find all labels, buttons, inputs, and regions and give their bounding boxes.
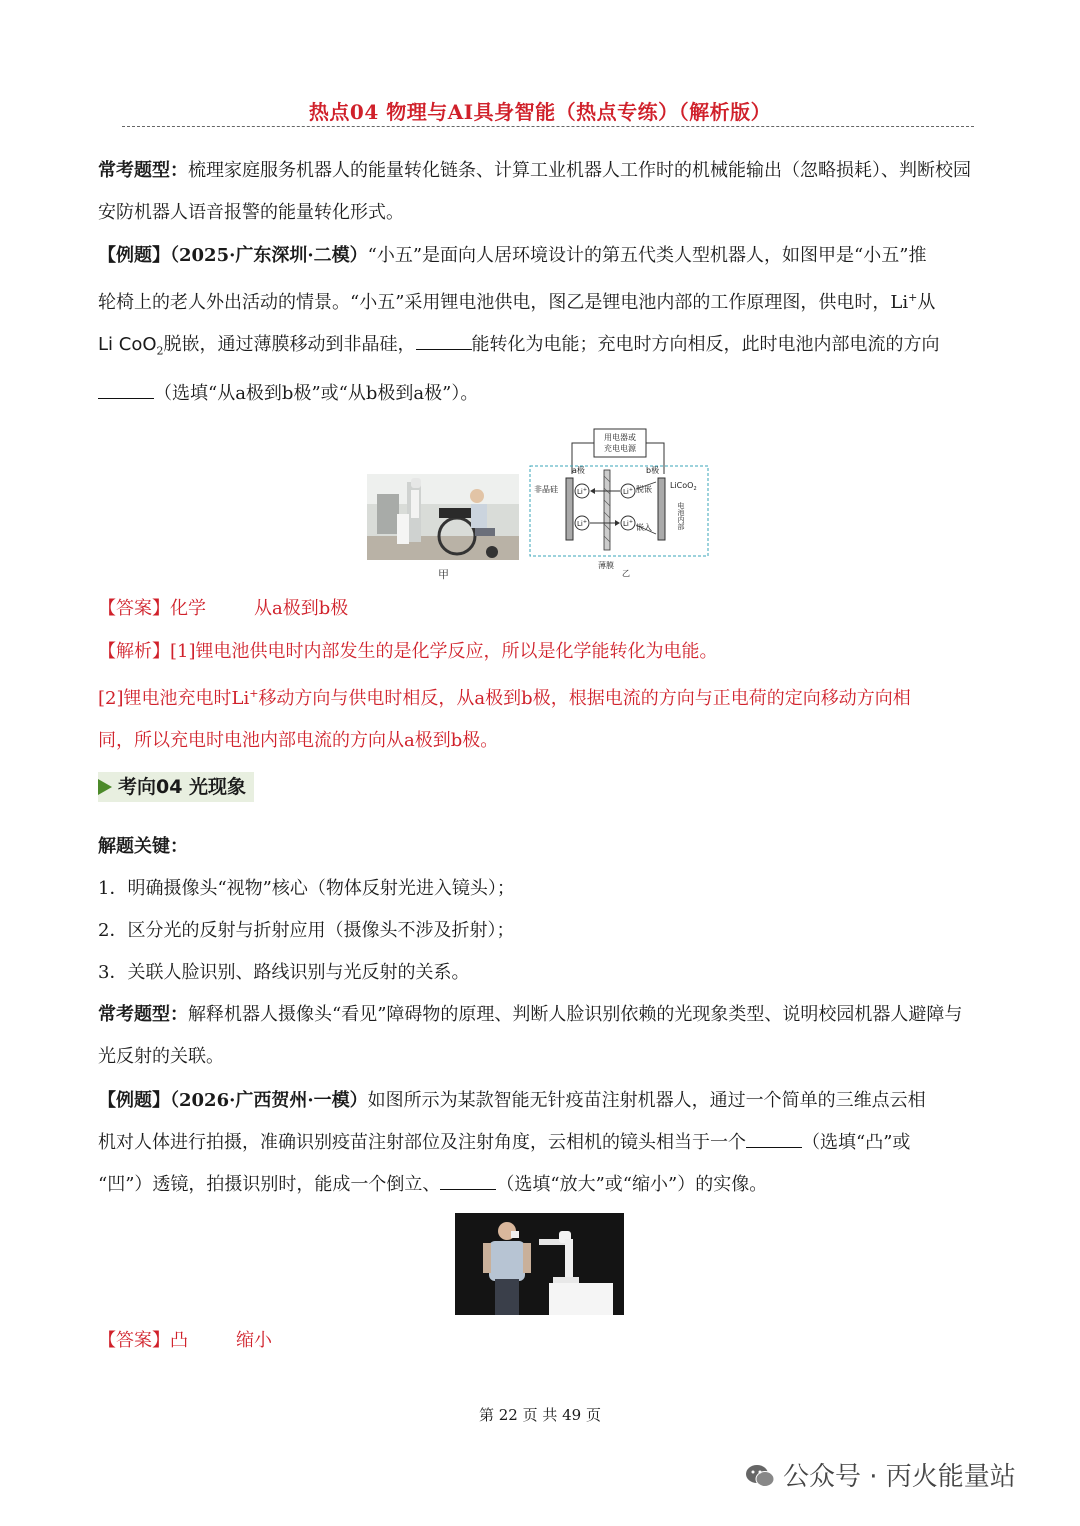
intro2-label: 常考题型：: [98, 1004, 188, 1025]
q2-line2a: 机对人体进行拍摄，准确识别疫苗注射部位及注射角度，云相机的镜头相当于一个: [98, 1132, 746, 1153]
diagram-b-pole: b极: [646, 466, 660, 475]
q1-analysis: [98, 631, 978, 762]
q1-analysis-label: 【解析】: [98, 641, 170, 662]
section-arrow-icon: [98, 779, 112, 795]
q1-analysis-2: [2]锂电池充电时Li: [98, 688, 250, 709]
q2-label: 【例题】（2026·广西贺州·一模）: [98, 1090, 368, 1111]
intro-text: 梳理家庭服务机器人的能量转化链条、计算工业机器人工作时的机械能输出（忽略损耗）、判断校园安防机器人语音报警的能量转化形式。: [98, 160, 971, 223]
section-header: [98, 772, 254, 802]
q1-li-sup: +: [908, 291, 918, 304]
figure-robot-wheelchair-photo: [367, 474, 519, 560]
figure-jia-caption: 甲: [438, 568, 449, 581]
diagram-side-text: 电池内部: [677, 502, 685, 530]
q1-analysis-3: 同，所以充电时电池内部电流的方向从a极到b极。: [98, 730, 499, 751]
q2-paragraph: [98, 1080, 978, 1206]
q2-answer-2: 缩小: [236, 1330, 272, 1351]
q2-line3b: （选填“放大”或“缩小”）的实像。: [496, 1174, 768, 1195]
q1-analysis-sup: +: [249, 687, 259, 700]
q1-blank-2[interactable]: [98, 384, 154, 399]
diagram-ion-4-sup: +: [628, 519, 634, 525]
diagram-ion-1: Li: [576, 488, 583, 496]
q2-answer-1: 凸: [170, 1330, 188, 1351]
figure-battery-diagram: [528, 426, 712, 578]
intro2-paragraph: [98, 994, 978, 1078]
q1-line3a: 脱嵌，通过薄膜移动到非晶硅，: [163, 334, 416, 355]
q1-line2-end: 从: [917, 292, 936, 313]
intro-paragraph: [98, 150, 978, 234]
q2-blank-2[interactable]: [440, 1175, 496, 1190]
wechat-icon: [745, 1463, 775, 1489]
keys-label: 解题关键：: [98, 836, 188, 857]
q1-answer-1: 化学: [170, 598, 206, 619]
q2-answer-label: 【答案】: [98, 1330, 170, 1351]
keys-item-3: 3．关联人脸识别、路线识别与光反射的关系。: [98, 962, 470, 983]
page-number: 第 22 页 共 49 页: [478, 1406, 601, 1424]
q1-answer-label: 【答案】: [98, 598, 170, 619]
diagram-ion-3-sup: +: [628, 487, 634, 493]
q1-line2: 轮椅上的老人外出活动的情景。“小五”采用锂电池供电，图乙是锂电池内部的工作原理图，供电时，Li: [98, 292, 909, 313]
diagram-membrane: 薄膜: [598, 561, 614, 570]
figure-vaccine-robot-photo: [455, 1213, 624, 1315]
diagram-ion-2: Li: [576, 520, 583, 528]
intro2-text: 解释机器人摄像头“看见”障碍物的原理、判断人脸识别依赖的光现象类型、说明校园机器人避障与光反射的关联。: [98, 1004, 963, 1067]
diagram-right-material-sub: 2: [693, 486, 697, 492]
q1-answer-2: 从a极到b极: [254, 598, 349, 619]
watermark: [745, 1456, 1016, 1493]
q1-analysis-2-end: 移动方向与供电时相反，从a极到b极，根据电流的方向与正电荷的定向移动方向相: [258, 688, 911, 709]
keys-item-2: 2．区分光的反射与折射应用（摄像头不涉及折射）；: [98, 920, 515, 941]
diagram-right-material: LiCoO: [670, 481, 694, 490]
title-divider: [122, 126, 974, 127]
q1-line4: （选填“从a极到b极”或“从b极到a极”）。: [154, 382, 479, 404]
diagram-ion-3: Li: [622, 488, 629, 496]
q1-line1: “小五”是面向人居环境设计的第五代类人型机器人，如图甲是“小五”推: [367, 245, 927, 266]
figure-yi-caption: 乙: [622, 569, 630, 578]
q1-chem-sub: 2: [156, 344, 164, 358]
diagram-deintercalate: 脱嵌: [636, 485, 652, 494]
diagram-ion-2-sup: +: [582, 519, 588, 525]
q1-answer: [98, 588, 978, 630]
diagram-ion-1-sup: +: [582, 487, 588, 493]
q1-label: 【例题】（2025·广东深圳·二模）: [98, 245, 368, 266]
intro-label: 常考题型：: [98, 160, 188, 181]
q2-answer: [98, 1320, 978, 1362]
q1-paragraph: [98, 235, 978, 415]
diagram-a-pole: a极: [572, 466, 585, 475]
diagram-box-line2: 充电电源: [604, 444, 636, 453]
q2-line3a: “凹”）透镜，拍摄识别时，能成一个倒立、: [98, 1174, 441, 1195]
q1-chem: Li CoO: [98, 334, 157, 355]
diagram-ion-4: Li: [622, 520, 629, 528]
q2-line1: 如图所示为某款智能无针疫苗注射机器人，通过一个简单的三维点云相: [367, 1090, 926, 1111]
q2-line2b: （选填“凸”或: [802, 1132, 911, 1153]
q1-blank-1[interactable]: [416, 335, 472, 350]
page-title: 热点04 物理与AI具身智能（热点专练）（解析版）: [308, 100, 772, 124]
diagram-left-material: 非晶硅: [534, 485, 558, 494]
q2-blank-1[interactable]: [746, 1133, 802, 1148]
diagram-box-line1: 用电器或: [604, 433, 636, 442]
diagram-intercalate: 嵌入: [636, 523, 652, 532]
keys-block: [98, 826, 978, 994]
q1-analysis-1: [1]锂电池供电时内部发生的是化学反应，所以是化学能转化为电能。: [170, 641, 718, 662]
svg-text:LiCoO2: [670, 481, 697, 492]
watermark-text: 公众号 · 丙火能量站: [783, 1462, 1016, 1492]
section-title: 考向04 光现象: [118, 776, 247, 798]
q1-line3b: 能转化为电能；充电时方向相反，此时电池内部电流的方向: [471, 334, 940, 355]
keys-item-1: 1．明确摄像头“视物”核心（物体反射光进入镜头）；: [98, 878, 515, 899]
